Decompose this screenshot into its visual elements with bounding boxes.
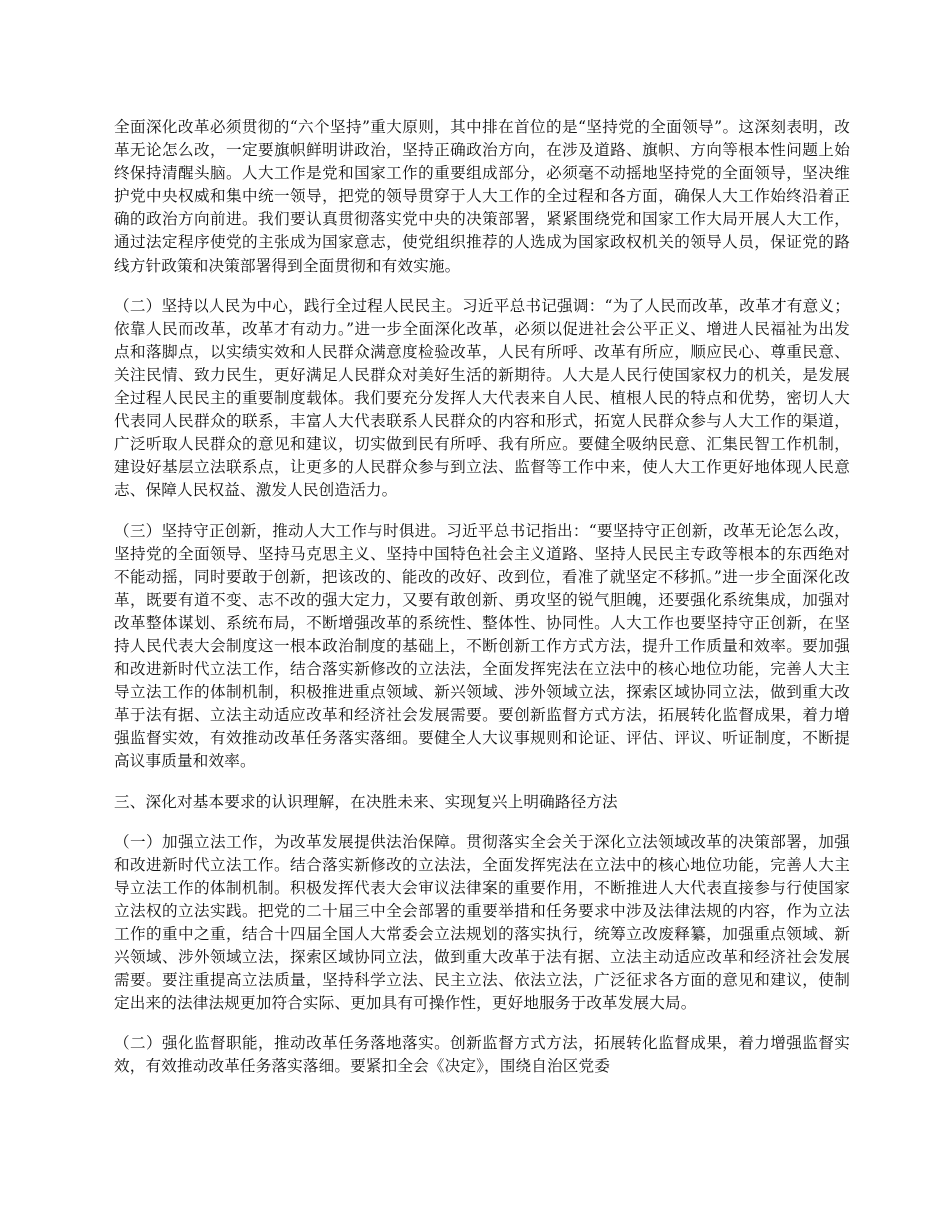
paragraph-leadership: 全面深化改革必须贯彻的“六个坚持”重大原则，其中排在首位的是“坚持党的全面领导”。这深刻表明，改革无论怎么改，一定要旗帜鲜明讲政治，坚持正确政治方向，在涉及道路、旗帜、方向等根本性问题上始终保持清醒头脑。人大工作是党和国家工作的重要组成部分，必须毫不动摇地坚持党的全面领导，坚决维护党中央权威和集中统一领导，把党的领导贯穿于人大工作的全过程和各方面，确保人大工作始终沿着正确的政治方向前进。我们要认真贯彻落实党中央的决策部署，紧紧围绕党和国家工作大局开展人大工作，通过法定程序使党的主张成为国家意志，使党组织推荐的人选成为国家政权机关的领导人员，保证党的路线方针政策和决策部署得到全面贯彻和有效实施。 bbox=[114, 118, 850, 275]
paragraph-innovation: （三）坚持守正创新，推动人大工作与时俱进。习近平总书记指出：“要坚持守正创新，改革无论怎么改，坚持党的全面领导、坚持马克思主义、坚持中国特色社会主义道路、坚持人民民主专政等根本的东西绝对不能动摇，同时要敢于创新，把该改的、能改的改好、改到位，看准了就坚定不移抓。”进一步全面深化改革，既要有道不变、志不改的强大定力，又要有敢创新、勇攻坚的锐气胆魄，还要强化系统集成，加强对改革整体谋划、系统布局，不断增强改革的系统性、整体性、协同性。人大工作也要坚持守正创新，在坚持人民代表大会制度这一根本政治制度的基础上，不断创新工作方式方法，提升工作质量和效率。要加强和改进新时代立法工作，结合落实新修改的立法法，全面发挥宪法在立法中的核心地位功能，完善人大主导立法工作的体制机制，积极推进重点领域、新兴领域、涉外领域立法，探索区域协同立法，做到重大改革于法有据、立法主动适应改革和经济社会发展需要。要创新监督方式方法，拓展转化监督成果，着力增强监督实效，有效推动改革任务落实落细。要健全人大议事规则和论证、评估、评议、听证制度，不断提高议事质量和效率。 bbox=[114, 521, 850, 771]
paragraph-supervision: （二）强化监督职能，推动改革任务落地落实。创新监督方式方法，拓展转化监督成果，着力增强监督实效，有效推动改革任务落实落细。要紧扣全会《决定》，围绕自治区党委 bbox=[114, 1034, 850, 1076]
document-body bbox=[114, 116, 850, 1096]
paragraph-legislation: （一）加强立法工作，为改革发展提供法治保障。贯彻落实全会关于深化立法领域改革的决策部署，加强和改进新时代立法工作。结合落实新修改的立法法，全面发挥宪法在立法中的核心地位功能，完善人大主导立法工作的体制机制。积极发挥代表大会审议法律案的重要作用，不断推进人大代表直接参与行使国家立法权的立法实践。把党的二十届三中全会部署的重要举措和任务要求中涉及法律法规的内容，作为立法工作的重中之重，结合十四届全国人大常委会立法规划的落实执行，统筹立改废释纂，加强重点领域、新兴领域、涉外领域立法，探索区域协同立法，做到重大改革于法有据、立法主动适应改革和经济社会发展需要。要注重提高立法质量，坚持科学立法、民主立法、依法立法，广泛征求各方面的意见和建议，使制定出来的法律法规更加符合实际、更加具有可操作性，更好地服务于改革发展大局。 bbox=[114, 832, 850, 1013]
section-heading-three: 三、深化对基本要求的认识理解，在决胜未来、实现复兴上明确路径方法 bbox=[114, 792, 618, 811]
paragraph-people-centered: （二）坚持以人民为中心，践行全过程人民民主。习近平总书记强调：“为了人民而改革，改革才有意义；依靠人民而改革，改革才有动力。”进一步全面深化改革，必须以促进社会公平正义、增进人民福祉为出发点和落脚点，以实绩实效和人民群众满意度检验改革，人民有所呼、改革有所应，顺应民心、尊重民意、关注民情、致力民生，更好满足人民群众对美好生活的新期待。人大是人民行使国家权力的机关，是发展全过程人民民主的重要制度载体。我们要充分发挥人大代表来自人民、植根人民的特点和优势，密切人大代表同人民群众的联系，丰富人大代表联系人民群众的内容和形式，拓宽人民群众参与人大工作的渠道，广泛听取人民群众的意见和建议，切实做到民有所呼、我有所应。要健全吸纳民意、汇集民智工作机制，建设好基层立法联系点，让更多的人民群众参与到立法、监督等工作中来，使人大工作更好地体现人民意志、保障人民权益、激发人民创造活力。 bbox=[114, 296, 850, 500]
